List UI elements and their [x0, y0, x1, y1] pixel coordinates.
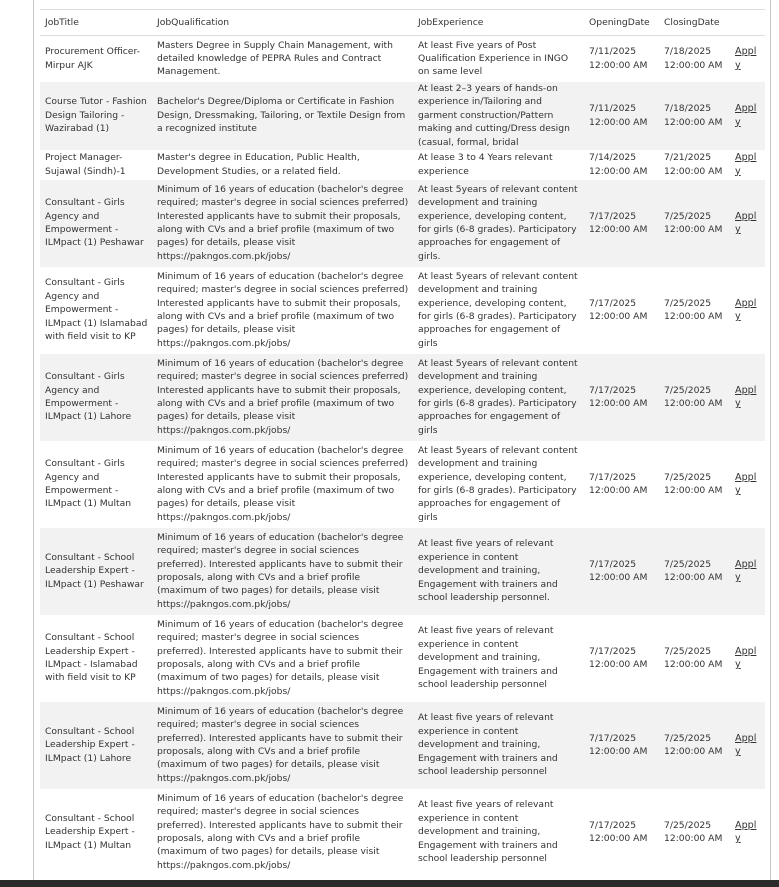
closing-date-cell: 7/25/2025 12:00:00 AM: [659, 789, 730, 876]
opening-date-cell: 7/17/2025 12:00:00 AM: [584, 528, 659, 615]
header-closing-date[interactable]: ClosingDate: [659, 10, 730, 36]
table-row: [40, 441, 765, 528]
job-title-cell: Procurement Officer-Mirpur AJK: [40, 36, 152, 82]
opening-date-cell: 7/11/2025 12:00:00 AM: [584, 82, 659, 150]
job-title-cell: Consultant - School Leadership Expert - ILMpact (1) Peshawar: [40, 528, 152, 615]
closing-date-cell: 7/25/2025 12:00:00 AM: [659, 441, 730, 528]
closing-date-cell: 7/25/2025 12:00:00 AM: [659, 267, 730, 354]
job-experience-cell: At lease 3 to 4 Years relevant experience: [413, 150, 584, 180]
header-job-title[interactable]: JobTitle: [40, 10, 152, 36]
closing-date-cell: 7/25/2025 12:00:00 AM: [659, 354, 730, 441]
closing-date-cell: 7/18/2025 12:00:00 AM: [659, 82, 730, 150]
table-row: [40, 36, 765, 82]
opening-date-cell: 7/17/2025 12:00:00 AM: [584, 789, 659, 876]
job-title-cell: Consultant - Girls Agency and Empowerment - ILMpact (1) Islamabad with field visit to KP: [40, 267, 152, 354]
jobs-table: [40, 9, 765, 876]
apply-link[interactable]: Apply: [735, 297, 757, 322]
job-title-cell: Consultant - School Leadership Expert - ILMpact - Islamabad with field visit to KP: [40, 615, 152, 702]
apply-cell: [730, 441, 765, 528]
table-row: [40, 180, 765, 267]
header-job-experience[interactable]: JobExperience: [413, 10, 584, 36]
apply-link[interactable]: Apply: [735, 819, 757, 844]
job-experience-cell: At least 5years of relevant content development and training experience, developing content, for girls (6-8 grades). Participatory approaches for engagement of girls.: [413, 180, 584, 267]
apply-cell: [730, 36, 765, 82]
job-experience-cell: At least Five years of Post Qualification Experience in INGO on same level: [413, 36, 584, 82]
job-experience-cell: At least five years of relevant experience in content development and training, Engagement with trainers and school leadership personnel: [413, 615, 584, 702]
job-title-cell: Consultant - Girls Agency and Empowerment - ILMpact (1) Peshawar: [40, 180, 152, 267]
job-experience-cell: At least five years of relevant experience in content development and training, Engagement with trainers and school leadership personnel.: [413, 528, 584, 615]
job-experience-cell: At least 5years of relevant content development and training experience, developing content, for girls (6-8 grades). Participatory approaches for engagement of girls: [413, 354, 584, 441]
job-qualification-cell: Minimum of 16 years of education (bachelor's degree required; master's degree in social sciences preferred) Interested applicants have to submit their proposals, along with CVs and a brief profile (maximum of two pages) for details, please visit https://pakngos.com.pk/jobs/: [152, 354, 413, 441]
job-qualification-cell: Bachelor's Degree/Diploma or Certificate in Fashion Design, Dressmaking, Tailoring, or Textile Design from a recognized institute: [152, 82, 413, 150]
job-qualification-cell: Minimum of 16 years of education (bachelor's degree required; master's degree in social sciences preferred). Interested applicants have to submit their proposals, along with CVs and a brief profile (maximum of two pages) for details, please visit https://pakngos.com.pk/jobs/: [152, 528, 413, 615]
apply-cell: [730, 354, 765, 441]
job-qualification-cell: Minimum of 16 years of education (bachelor's degree required; master's degree in social sciences preferred). Interested applicants have to submit their proposals, along with CVs and a brief profile (maximum of two pages) for details, please visit https://pakngos.com.pk/jobs/: [152, 789, 413, 876]
opening-date-cell: 7/11/2025 12:00:00 AM: [584, 36, 659, 82]
job-title-cell: Course Tutor - Fashion Design Tailoring - Wazirabad (1): [40, 82, 152, 150]
closing-date-cell: 7/25/2025 12:00:00 AM: [659, 615, 730, 702]
job-experience-cell: At least 5years of relevant content development and training experience, developing content, for girls (6-8 grades). Participatory approaches for engagement of girls: [413, 441, 584, 528]
job-experience-cell: At least 5years of relevant content development and training experience, developing content, for girls (6-8 grades). Participatory approaches for engagement of girls: [413, 267, 584, 354]
apply-cell: [730, 82, 765, 150]
closing-date-cell: 7/25/2025 12:00:00 AM: [659, 180, 730, 267]
apply-link[interactable]: Apply: [735, 103, 757, 128]
apply-link[interactable]: Apply: [735, 645, 757, 670]
opening-date-cell: 7/17/2025 12:00:00 AM: [584, 267, 659, 354]
table-row: [40, 354, 765, 441]
job-title-cell: Project Manager-Sujawal (Sindh)-1: [40, 150, 152, 180]
job-title-cell: Consultant - School Leadership Expert - ILMpact (1) Multan: [40, 789, 152, 876]
job-experience-cell: At least five years of relevant experience in content development and training, Engagement with trainers and school leadership personnel: [413, 702, 584, 789]
apply-cell: [730, 150, 765, 180]
apply-cell: [730, 180, 765, 267]
opening-date-cell: 7/17/2025 12:00:00 AM: [584, 180, 659, 267]
table-row: [40, 82, 765, 150]
closing-date-cell: 7/21/2025 12:00:00 AM: [659, 150, 730, 180]
table-row: [40, 615, 765, 702]
apply-link[interactable]: Apply: [735, 152, 757, 177]
table-row: [40, 789, 765, 876]
apply-cell: [730, 702, 765, 789]
opening-date-cell: 7/17/2025 12:00:00 AM: [584, 441, 659, 528]
job-title-cell: Consultant - Girls Agency and Empowerment - ILMpact (1) Multan: [40, 441, 152, 528]
table-row: [40, 267, 765, 354]
header-job-qualification[interactable]: JobQualification: [152, 10, 413, 36]
job-qualification-cell: Minimum of 16 years of education (bachelor's degree required; master's degree in social sciences preferred). Interested applicants have to submit their proposals, along with CVs and a brief profile (maximum of two pages) for details, please visit https://pakngos.com.pk/jobs/: [152, 702, 413, 789]
header-opening-date[interactable]: OpeningDate: [584, 10, 659, 36]
apply-link[interactable]: Apply: [735, 471, 757, 496]
apply-cell: [730, 789, 765, 876]
job-experience-cell: At least 2–3 years of hands-on experience in/Tailoring and garment construction/Pattern making and cutting/Dress design (casual, formal, bridal: [413, 82, 584, 150]
apply-link[interactable]: Apply: [735, 46, 757, 71]
apply-cell: [730, 267, 765, 354]
table-row: [40, 528, 765, 615]
job-title-cell: Consultant - Girls Agency and Empowerment - ILMpact (1) Lahore: [40, 354, 152, 441]
closing-date-cell: 7/18/2025 12:00:00 AM: [659, 36, 730, 82]
job-qualification-cell: Minimum of 16 years of education (bachelor's degree required; master's degree in social sciences preferred) Interested applicants have to submit their proposals, along with CVs and a brief profile (maximum of two pages) for details, please visit https://pakngos.com.pk/jobs/: [152, 180, 413, 267]
header-apply: [730, 10, 765, 36]
apply-link[interactable]: Apply: [735, 558, 757, 583]
job-qualification-cell: Master's degree in Education, Public Health, Development Studies, or a related field.: [152, 150, 413, 180]
job-experience-cell: At least five years of relevant experience in content development and training, Engagement with trainers and school leadership personnel: [413, 789, 584, 876]
opening-date-cell: 7/14/2025 12:00:00 AM: [584, 150, 659, 180]
opening-date-cell: 7/17/2025 12:00:00 AM: [584, 354, 659, 441]
closing-date-cell: 7/25/2025 12:00:00 AM: [659, 702, 730, 789]
apply-cell: [730, 615, 765, 702]
table-row: [40, 150, 765, 180]
apply-link[interactable]: Apply: [735, 732, 757, 757]
job-title-cell: Consultant - School Leadership Expert - ILMpact (1) Lahore: [40, 702, 152, 789]
job-qualification-cell: Minimum of 16 years of education (bachelor's degree required; master's degree in social sciences preferred) Interested applicants have to submit their proposals, along with CVs and a brief profile (maximum of two pages) for details, please visit https://pakngos.com.pk/jobs/: [152, 441, 413, 528]
bottom-bar: [0, 880, 779, 887]
job-qualification-cell: Minimum of 16 years of education (bachelor's degree required; master's degree in social sciences preferred) Interested applicants have to submit their proposals, along with CVs and a brief profile (maximum of two pages) for details, please visit https://pakngos.com.pk/jobs/: [152, 267, 413, 354]
table-header-row: [40, 10, 765, 36]
apply-link[interactable]: Apply: [735, 210, 757, 235]
opening-date-cell: 7/17/2025 12:00:00 AM: [584, 702, 659, 789]
job-qualification-cell: Minimum of 16 years of education (bachelor's degree required; master's degree in social sciences preferred). Interested applicants have to submit their proposals, along with CVs and a brief profile (maximum of two pages) for details, please visit https://pakngos.com.pk/jobs/: [152, 615, 413, 702]
opening-date-cell: 7/17/2025 12:00:00 AM: [584, 615, 659, 702]
apply-cell: [730, 528, 765, 615]
job-qualification-cell: Masters Degree in Supply Chain Management, with detailed knowledge of PEPRA Rules and Contract Management.: [152, 36, 413, 82]
closing-date-cell: 7/25/2025 12:00:00 AM: [659, 528, 730, 615]
apply-link[interactable]: Apply: [735, 384, 757, 409]
table-row: [40, 702, 765, 789]
